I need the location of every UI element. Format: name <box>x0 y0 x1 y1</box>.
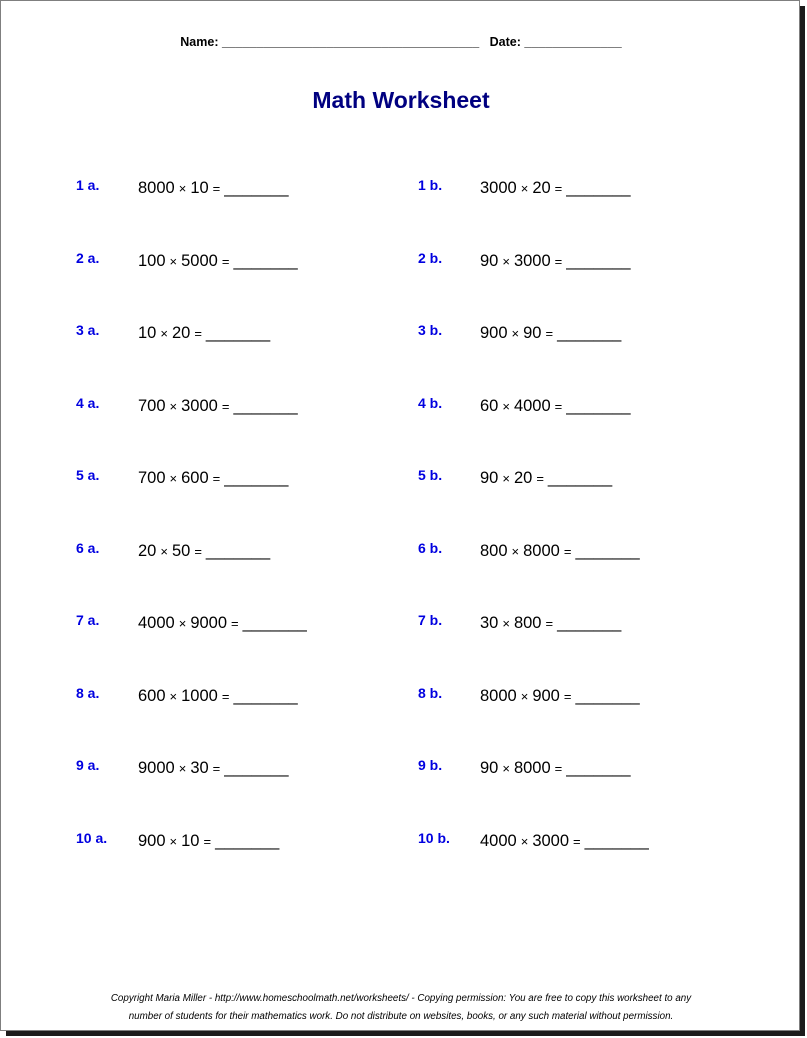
equals-sign: = <box>545 616 554 631</box>
problem-expression <box>138 687 298 706</box>
equals-sign: = <box>545 326 554 341</box>
problem-label: 2 b. <box>418 249 443 266</box>
answer-blank[interactable]: _______ <box>566 179 631 197</box>
equals-sign: = <box>212 471 221 486</box>
problem-expression <box>480 614 621 633</box>
operand-b: 20 <box>532 179 551 197</box>
operand-a: 800 <box>480 541 508 560</box>
operand-b: 5000 <box>181 251 218 270</box>
equals-sign: = <box>554 181 563 196</box>
equals-sign: = <box>573 833 581 849</box>
problem-expression <box>480 832 649 851</box>
operand-b: 10 <box>190 179 209 197</box>
answer-blank[interactable]: _______ <box>584 831 649 850</box>
equals-sign: = <box>194 326 202 341</box>
problem-label: 10 a. <box>76 829 108 846</box>
operand-a: 4000 <box>480 831 517 850</box>
operand-b: 20 <box>171 324 191 342</box>
operand-b: 90 <box>523 324 542 342</box>
footer-line-2: number of students for their mathematics work. Do not distribute on websites, books, or any such material without permission. <box>128 1011 674 1022</box>
equals-sign: = <box>212 181 221 196</box>
times-operator: × <box>511 543 520 559</box>
name-label: Name: <box>180 35 219 49</box>
times-operator: × <box>169 833 178 849</box>
problem-expression <box>480 542 640 561</box>
page-shadow-right <box>800 6 805 1035</box>
answer-blank[interactable]: _______ <box>547 469 613 487</box>
problem-label: 9 b. <box>418 757 443 773</box>
date-label: Date: <box>489 35 521 49</box>
operand-b: 8000 <box>513 759 551 777</box>
answer-blank[interactable]: _______ <box>205 541 271 560</box>
operand-a: 600 <box>138 686 166 705</box>
times-operator: × <box>502 471 510 486</box>
problem-expression <box>480 759 631 778</box>
operand-a: 10 <box>138 324 157 342</box>
problem-expression <box>480 179 631 198</box>
answer-blank[interactable]: _______ <box>233 396 298 415</box>
answer-blank[interactable]: _______ <box>233 251 298 270</box>
page-shadow-bottom <box>6 1031 805 1036</box>
footer-line-1: Copyright Maria Miller - http://www.homeschoolmath.net/worksheets/ - Copying permission: You are free to copy this worksheet to any <box>110 993 692 1004</box>
problem-label: 8 b. <box>418 684 443 701</box>
problem-expression <box>138 832 279 851</box>
equals-sign: = <box>563 543 572 559</box>
equals-sign: = <box>203 833 212 849</box>
times-operator: × <box>520 833 529 849</box>
operand-b: 3000 <box>513 251 551 270</box>
operand-a: 90 <box>480 469 499 487</box>
times-operator: × <box>178 616 187 631</box>
operand-a: 900 <box>138 831 166 850</box>
problem-label: 9 a. <box>76 757 100 773</box>
problem-expression <box>138 179 289 198</box>
operand-b: 900 <box>532 686 560 705</box>
equals-sign: = <box>221 253 230 269</box>
operand-a: 8000 <box>480 686 517 705</box>
times-operator: × <box>178 181 187 196</box>
problem-expression <box>138 324 270 343</box>
times-operator: × <box>169 398 178 414</box>
operand-a: 9000 <box>138 759 175 777</box>
times-operator: × <box>169 253 178 269</box>
operand-b: 10 <box>181 831 200 850</box>
answer-blank[interactable]: _______ <box>557 324 622 342</box>
times-operator: × <box>502 398 510 414</box>
operand-a: 30 <box>480 614 499 632</box>
answer-blank[interactable]: _______ <box>233 686 298 705</box>
problem-expression <box>138 542 270 561</box>
problem-expression <box>138 397 298 416</box>
date-blank: ______________ <box>524 35 622 49</box>
problem-label: 3 b. <box>418 322 443 338</box>
operand-a: 700 <box>138 469 166 487</box>
answer-blank[interactable]: _______ <box>224 469 289 487</box>
problem-expression <box>138 759 289 778</box>
problem-expression <box>138 469 289 488</box>
answer-blank[interactable]: _______ <box>566 396 631 415</box>
operand-b: 20 <box>513 469 533 487</box>
problem-expression <box>480 687 640 706</box>
operand-b: 4000 <box>513 396 551 415</box>
answer-blank[interactable]: _______ <box>566 759 631 777</box>
operand-b: 8000 <box>523 541 560 560</box>
operand-a: 3000 <box>480 179 517 197</box>
operand-b: 50 <box>171 541 191 560</box>
answer-blank[interactable]: _______ <box>224 179 289 197</box>
answer-blank[interactable]: _______ <box>566 251 631 270</box>
equals-sign: = <box>536 471 544 486</box>
times-operator: × <box>160 543 168 559</box>
answer-blank[interactable]: _______ <box>215 831 280 850</box>
page-title: Math Worksheet <box>312 87 490 113</box>
operand-b: 600 <box>181 469 209 487</box>
problem-label: 4 a. <box>76 394 100 411</box>
times-operator: × <box>502 253 510 269</box>
equals-sign: = <box>554 761 563 776</box>
problem-label: 1 a. <box>76 177 100 193</box>
operand-b: 9000 <box>190 614 228 632</box>
times-operator: × <box>169 688 178 704</box>
problem-expression <box>138 614 307 633</box>
operand-b: 3000 <box>532 831 570 850</box>
operand-a: 20 <box>138 541 157 560</box>
header-line <box>1 35 801 49</box>
problem-label: 2 a. <box>76 249 100 266</box>
equals-sign: = <box>231 616 239 631</box>
problem-label: 3 a. <box>76 322 100 338</box>
problem-label: 10 b. <box>418 829 450 846</box>
problem-label: 4 b. <box>418 394 443 411</box>
name-blank: _____________________________________ <box>221 35 480 49</box>
problem-expression <box>480 252 631 271</box>
answer-blank[interactable]: _______ <box>575 541 640 560</box>
operand-a: 900 <box>480 324 508 342</box>
operand-b: 30 <box>190 759 209 777</box>
times-operator: × <box>169 471 178 486</box>
operand-b: 1000 <box>181 686 218 705</box>
problem-label: 1 b. <box>418 177 443 193</box>
problem-expression <box>138 252 298 271</box>
equals-sign: = <box>554 253 563 269</box>
equals-sign: = <box>194 543 202 559</box>
times-operator: × <box>160 326 168 341</box>
problem-label: 6 b. <box>418 539 443 556</box>
problem-label: 7 a. <box>76 612 100 628</box>
equals-sign: = <box>554 398 563 414</box>
problem-label: 5 b. <box>418 467 443 483</box>
times-operator: × <box>178 761 187 776</box>
times-operator: × <box>520 688 529 704</box>
problem-label: 8 a. <box>76 684 100 701</box>
times-operator: × <box>502 616 510 631</box>
operand-a: 8000 <box>138 179 175 197</box>
operand-a: 60 <box>480 396 499 415</box>
problem-expression <box>480 324 621 343</box>
equals-sign: = <box>563 688 572 704</box>
answer-blank[interactable]: _______ <box>242 614 307 632</box>
answer-blank[interactable]: _______ <box>575 686 640 705</box>
times-operator: × <box>511 326 520 341</box>
times-operator: × <box>520 181 529 196</box>
problem-label: 6 a. <box>76 539 100 556</box>
operand-a: 4000 <box>138 614 175 632</box>
copyright-footer <box>1 990 801 1026</box>
problem-label: 5 a. <box>76 467 100 483</box>
problem-label: 7 b. <box>418 612 443 628</box>
operand-b: 3000 <box>181 396 218 415</box>
answer-blank[interactable]: _______ <box>224 759 289 777</box>
equals-sign: = <box>212 761 221 776</box>
times-operator: × <box>502 761 510 776</box>
equals-sign: = <box>221 688 230 704</box>
operand-a: 90 <box>480 251 499 270</box>
operand-b: 800 <box>513 614 542 632</box>
problem-expression <box>480 469 612 488</box>
problem-expression <box>480 397 631 416</box>
answer-blank[interactable]: _______ <box>205 324 271 342</box>
equals-sign: = <box>221 398 230 414</box>
operand-a: 700 <box>138 396 166 415</box>
operand-a: 100 <box>138 251 166 270</box>
answer-blank[interactable]: _______ <box>557 614 622 632</box>
operand-a: 90 <box>480 759 499 777</box>
